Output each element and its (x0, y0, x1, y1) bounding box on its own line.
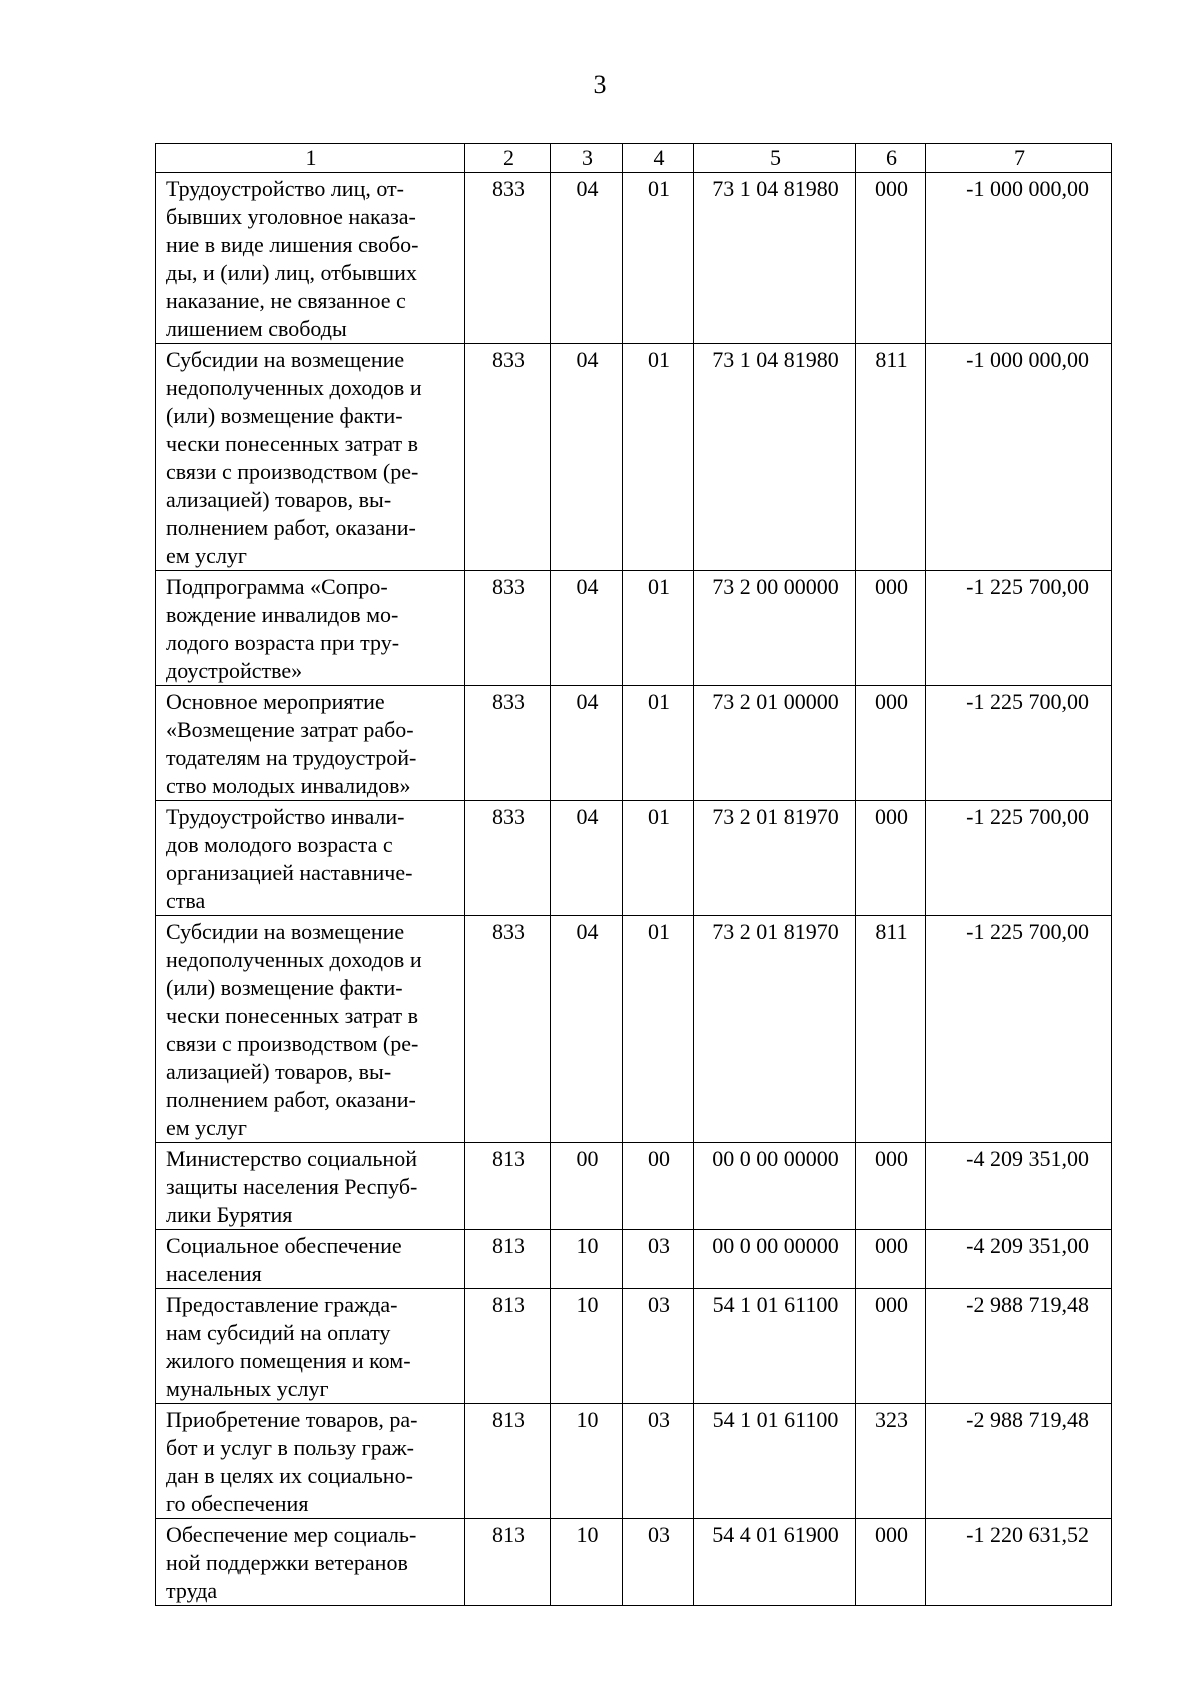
header-row (156, 144, 1112, 173)
table-row (156, 1404, 1112, 1519)
row-name-cell (156, 1289, 465, 1404)
row-name-line: (или) возмещение факти- (166, 403, 403, 428)
section-cell: 10 (551, 1289, 623, 1404)
row-name-cell (156, 1230, 465, 1289)
subsection-cell: 03 (623, 1289, 694, 1404)
row-name-cell (156, 686, 465, 801)
row-name-line: лишением свободы (166, 316, 347, 341)
amount-cell: -4 209 351,00 (926, 1143, 1112, 1230)
expense-type-cell: 000 (856, 801, 926, 916)
row-name-line: лики Бурятия (166, 1202, 293, 1227)
header-cell: 4 (623, 144, 694, 173)
row-name-line: полнением работ, оказани- (166, 1087, 416, 1112)
row-name-line: ние в виде лишения свобо- (166, 232, 419, 257)
subsection-cell: 01 (623, 173, 694, 344)
expense-type-cell: 811 (856, 344, 926, 571)
row-name-line: ной поддержки ветеранов (166, 1550, 408, 1575)
amount-cell: -1 225 700,00 (926, 686, 1112, 801)
amount-cell: -4 209 351,00 (926, 1230, 1112, 1289)
row-name-line: бот и услуг в пользу граж- (166, 1435, 414, 1460)
table-row (156, 1143, 1112, 1230)
table-row (156, 686, 1112, 801)
expense-type-cell: 323 (856, 1404, 926, 1519)
row-name-line: Субсидии на возмещение (166, 347, 405, 372)
subsection-cell: 01 (623, 344, 694, 571)
expense-type-cell: 000 (856, 1230, 926, 1289)
target-article-cell: 73 2 01 81970 (694, 801, 856, 916)
expense-type-cell: 000 (856, 686, 926, 801)
row-name-line: Субсидии на возмещение (166, 919, 405, 944)
row-name-line: дан в целях их социально- (166, 1463, 413, 1488)
target-article-cell: 73 1 04 81980 (694, 344, 856, 571)
header-cell: 2 (465, 144, 551, 173)
target-article-cell: 73 2 01 81970 (694, 916, 856, 1143)
row-name-line: лодого возраста при тру- (166, 630, 400, 655)
subsection-cell: 03 (623, 1519, 694, 1606)
expense-type-cell: 000 (856, 173, 926, 344)
table-row (156, 344, 1112, 571)
row-name-line: защиты населения Респуб- (166, 1174, 418, 1199)
amount-cell: -2 988 719,48 (926, 1289, 1112, 1404)
row-name-line: Обеспечение мер социаль- (166, 1522, 417, 1547)
row-name-line: тодателям на трудоустрой- (166, 745, 417, 770)
table-body (156, 173, 1112, 1606)
admin-code-cell: 813 (465, 1143, 551, 1230)
row-name-line: населения (166, 1261, 262, 1286)
row-name-line: Социальное обеспечение (166, 1233, 402, 1258)
target-article-cell: 73 1 04 81980 (694, 173, 856, 344)
expense-type-cell: 811 (856, 916, 926, 1143)
admin-code-cell: 833 (465, 916, 551, 1143)
table-row (156, 916, 1112, 1143)
admin-code-cell: 833 (465, 344, 551, 571)
row-name-line: чески понесенных затрат в (166, 431, 419, 456)
amount-cell: -1 225 700,00 (926, 571, 1112, 686)
row-name-line: организацией наставниче- (166, 860, 413, 885)
row-name-line: полнением работ, оказани- (166, 515, 416, 540)
row-name-line: ем услуг (166, 543, 247, 568)
expense-type-cell: 000 (856, 1143, 926, 1230)
subsection-cell: 01 (623, 916, 694, 1143)
row-name-line: дов молодого возраста с (166, 832, 393, 857)
row-name-cell (156, 344, 465, 571)
row-name-line: Основное мероприятие (166, 689, 385, 714)
table-row (156, 173, 1112, 344)
section-cell: 04 (551, 686, 623, 801)
amount-cell: -1 000 000,00 (926, 173, 1112, 344)
row-name-line: нам субсидий на оплату (166, 1320, 391, 1345)
expense-type-cell: 000 (856, 1289, 926, 1404)
section-cell: 04 (551, 173, 623, 344)
row-name-line: Трудоустройство лиц, от- (166, 176, 404, 201)
table-row (156, 801, 1112, 916)
section-cell: 10 (551, 1519, 623, 1606)
target-article-cell: 73 2 01 00000 (694, 686, 856, 801)
subsection-cell: 01 (623, 686, 694, 801)
admin-code-cell: 813 (465, 1404, 551, 1519)
admin-code-cell: 813 (465, 1519, 551, 1606)
row-name-line: ства (166, 888, 206, 913)
row-name-line: Предоставление гражда- (166, 1292, 398, 1317)
row-name-line: наказание, не связанное с (166, 288, 406, 313)
row-name-line: бывших уголовное наказа- (166, 204, 416, 229)
amount-cell: -1 225 700,00 (926, 801, 1112, 916)
row-name-cell (156, 1143, 465, 1230)
amount-cell: -2 988 719,48 (926, 1404, 1112, 1519)
row-name-line: ство молодых инвалидов» (166, 773, 411, 798)
row-name-cell (156, 1404, 465, 1519)
subsection-cell: 01 (623, 801, 694, 916)
table-row (156, 571, 1112, 686)
admin-code-cell: 833 (465, 571, 551, 686)
row-name-cell (156, 173, 465, 344)
row-name-line: доустройстве» (166, 658, 303, 683)
row-name-line: «Возмещение затрат рабо- (166, 717, 414, 742)
expense-type-cell: 000 (856, 1519, 926, 1606)
target-article-cell: 54 4 01 61900 (694, 1519, 856, 1606)
target-article-cell: 00 0 00 00000 (694, 1143, 856, 1230)
page-number: 3 (593, 70, 607, 99)
section-cell: 10 (551, 1404, 623, 1519)
subsection-cell: 03 (623, 1404, 694, 1519)
section-cell: 04 (551, 344, 623, 571)
header-cell: 6 (856, 144, 926, 173)
target-article-cell: 00 0 00 00000 (694, 1230, 856, 1289)
section-cell: 04 (551, 571, 623, 686)
row-name-line: мунальных услуг (166, 1376, 329, 1401)
admin-code-cell: 833 (465, 173, 551, 344)
row-name-line: Трудоустройство инвали- (166, 804, 405, 829)
table-row (156, 1289, 1112, 1404)
subsection-cell: 01 (623, 571, 694, 686)
header-cell: 1 (156, 144, 465, 173)
admin-code-cell: 813 (465, 1230, 551, 1289)
amount-cell: -1 000 000,00 (926, 344, 1112, 571)
row-name-cell (156, 1519, 465, 1606)
amount-cell: -1 225 700,00 (926, 916, 1112, 1143)
row-name-line: труда (166, 1578, 218, 1603)
row-name-line: недополученных доходов и (166, 947, 422, 972)
row-name-line: ализацией) товаров, вы- (166, 1059, 392, 1084)
header-cell: 7 (926, 144, 1112, 173)
section-cell: 00 (551, 1143, 623, 1230)
row-name-line: вождение инвалидов мо- (166, 602, 399, 627)
row-name-line: связи с производством (ре- (166, 1031, 419, 1056)
table-row (156, 1519, 1112, 1606)
table-row (156, 1230, 1112, 1289)
expense-type-cell: 000 (856, 571, 926, 686)
section-cell: 04 (551, 916, 623, 1143)
target-article-cell: 54 1 01 61100 (694, 1289, 856, 1404)
row-name-line: связи с производством (ре- (166, 459, 419, 484)
row-name-cell (156, 916, 465, 1143)
subsection-cell: 00 (623, 1143, 694, 1230)
row-name-cell (156, 571, 465, 686)
row-name-line: ем услуг (166, 1115, 247, 1140)
row-name-line: недополученных доходов и (166, 375, 422, 400)
admin-code-cell: 833 (465, 686, 551, 801)
row-name-line: Приобретение товаров, ра- (166, 1407, 418, 1432)
row-name-line: (или) возмещение факти- (166, 975, 403, 1000)
row-name-line: ализацией) товаров, вы- (166, 487, 392, 512)
admin-code-cell: 813 (465, 1289, 551, 1404)
target-article-cell: 73 2 00 00000 (694, 571, 856, 686)
row-name-line: Подпрограмма «Сопро- (166, 574, 388, 599)
row-name-line: чески понесенных затрат в (166, 1003, 419, 1028)
row-name-line: Министерство социальной (166, 1146, 417, 1171)
amount-cell: -1 220 631,52 (926, 1519, 1112, 1606)
section-cell: 04 (551, 801, 623, 916)
row-name-line: ды, и (или) лиц, отбывших (166, 260, 417, 285)
subsection-cell: 03 (623, 1230, 694, 1289)
admin-code-cell: 833 (465, 801, 551, 916)
budget-table (155, 143, 1112, 1606)
row-name-line: го обеспечения (166, 1491, 309, 1516)
target-article-cell: 54 1 01 61100 (694, 1404, 856, 1519)
row-name-cell (156, 801, 465, 916)
section-cell: 10 (551, 1230, 623, 1289)
row-name-line: жилого помещения и ком- (166, 1348, 411, 1373)
header-cell: 3 (551, 144, 623, 173)
header-cell: 5 (694, 144, 856, 173)
